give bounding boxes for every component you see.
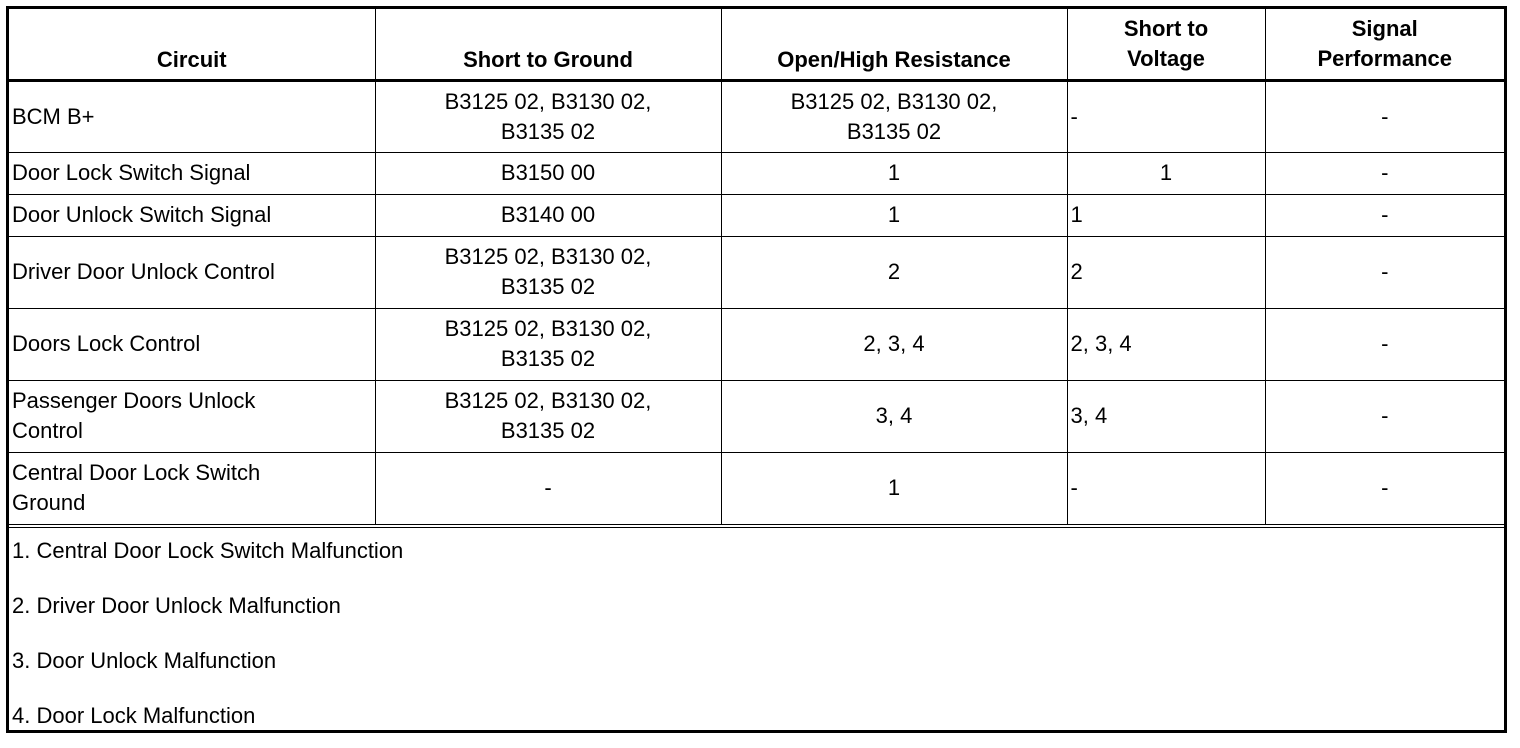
cell-open-high-resistance: 3, 4	[721, 380, 1067, 452]
cell-short-to-ground: -	[375, 452, 721, 524]
cell-signal-performance: -	[1265, 236, 1504, 308]
cell-circuit: Central Door Lock Switch Ground	[9, 452, 375, 524]
cell-circuit: Door Unlock Switch Signal	[9, 194, 375, 236]
cell-short-to-voltage: -	[1067, 452, 1265, 524]
cell-circuit: Passenger Doors Unlock Control	[9, 380, 375, 452]
table-row	[9, 236, 1504, 308]
table-row	[9, 80, 1504, 152]
footnote-item: 4. Door Lock Malfunction	[12, 703, 256, 728]
footnote-item: 1. Central Door Lock Switch Malfunction	[12, 538, 404, 563]
cell-short-to-ground: B3140 00	[375, 194, 721, 236]
table-row	[9, 380, 1504, 452]
cell-short-to-ground: B3125 02, B3130 02, B3135 02	[375, 308, 721, 380]
cell-signal-performance: -	[1265, 452, 1504, 524]
footnote-item: 3. Door Unlock Malfunction	[12, 648, 277, 673]
table-row	[9, 452, 1504, 524]
cell-signal-performance: -	[1265, 380, 1504, 452]
table-header-row	[9, 9, 1504, 80]
cell-signal-performance: -	[1265, 152, 1504, 194]
cell-circuit: Driver Door Unlock Control	[9, 236, 375, 308]
cell-short-to-ground: B3125 02, B3130 02, B3135 02	[375, 236, 721, 308]
header-circuit: Circuit	[9, 9, 375, 80]
header-signal-performance: Signal Performance	[1265, 9, 1504, 80]
circuit-fault-table	[9, 9, 1504, 525]
table-row	[9, 152, 1504, 194]
cell-open-high-resistance: B3125 02, B3130 02, B3135 02	[721, 80, 1067, 152]
table-row	[9, 308, 1504, 380]
cell-open-high-resistance: 2	[721, 236, 1067, 308]
cell-signal-performance: -	[1265, 80, 1504, 152]
cell-open-high-resistance: 1	[721, 452, 1067, 524]
header-short-to-voltage: Short to Voltage	[1067, 9, 1265, 80]
cell-circuit: Doors Lock Control	[9, 308, 375, 380]
header-open-high-resistance: Open/High Resistance	[721, 9, 1067, 80]
cell-circuit: Door Lock Switch Signal	[9, 152, 375, 194]
cell-signal-performance: -	[1265, 194, 1504, 236]
cell-signal-performance: -	[1265, 308, 1504, 380]
cell-short-to-ground: B3125 02, B3130 02, B3135 02	[375, 380, 721, 452]
cell-short-to-voltage: 1	[1067, 152, 1265, 194]
cell-open-high-resistance: 1	[721, 152, 1067, 194]
cell-short-to-ground: B3150 00	[375, 152, 721, 194]
cell-open-high-resistance: 1	[721, 194, 1067, 236]
cell-short-to-voltage: 2, 3, 4	[1067, 308, 1265, 380]
cell-circuit: BCM B+	[9, 80, 375, 152]
table-row	[9, 194, 1504, 236]
footnote-item: 2. Driver Door Unlock Malfunction	[12, 593, 341, 618]
cell-open-high-resistance: 2, 3, 4	[721, 308, 1067, 380]
cell-short-to-voltage: 1	[1067, 194, 1265, 236]
header-short-to-ground: Short to Ground	[375, 9, 721, 80]
cell-short-to-voltage: -	[1067, 80, 1265, 152]
footnote-legend	[9, 527, 1504, 748]
cell-short-to-voltage: 2	[1067, 236, 1265, 308]
cell-short-to-ground: B3125 02, B3130 02, B3135 02	[375, 80, 721, 152]
circuit-diagnostic-sheet	[6, 6, 1507, 733]
cell-short-to-voltage: 3, 4	[1067, 380, 1265, 452]
